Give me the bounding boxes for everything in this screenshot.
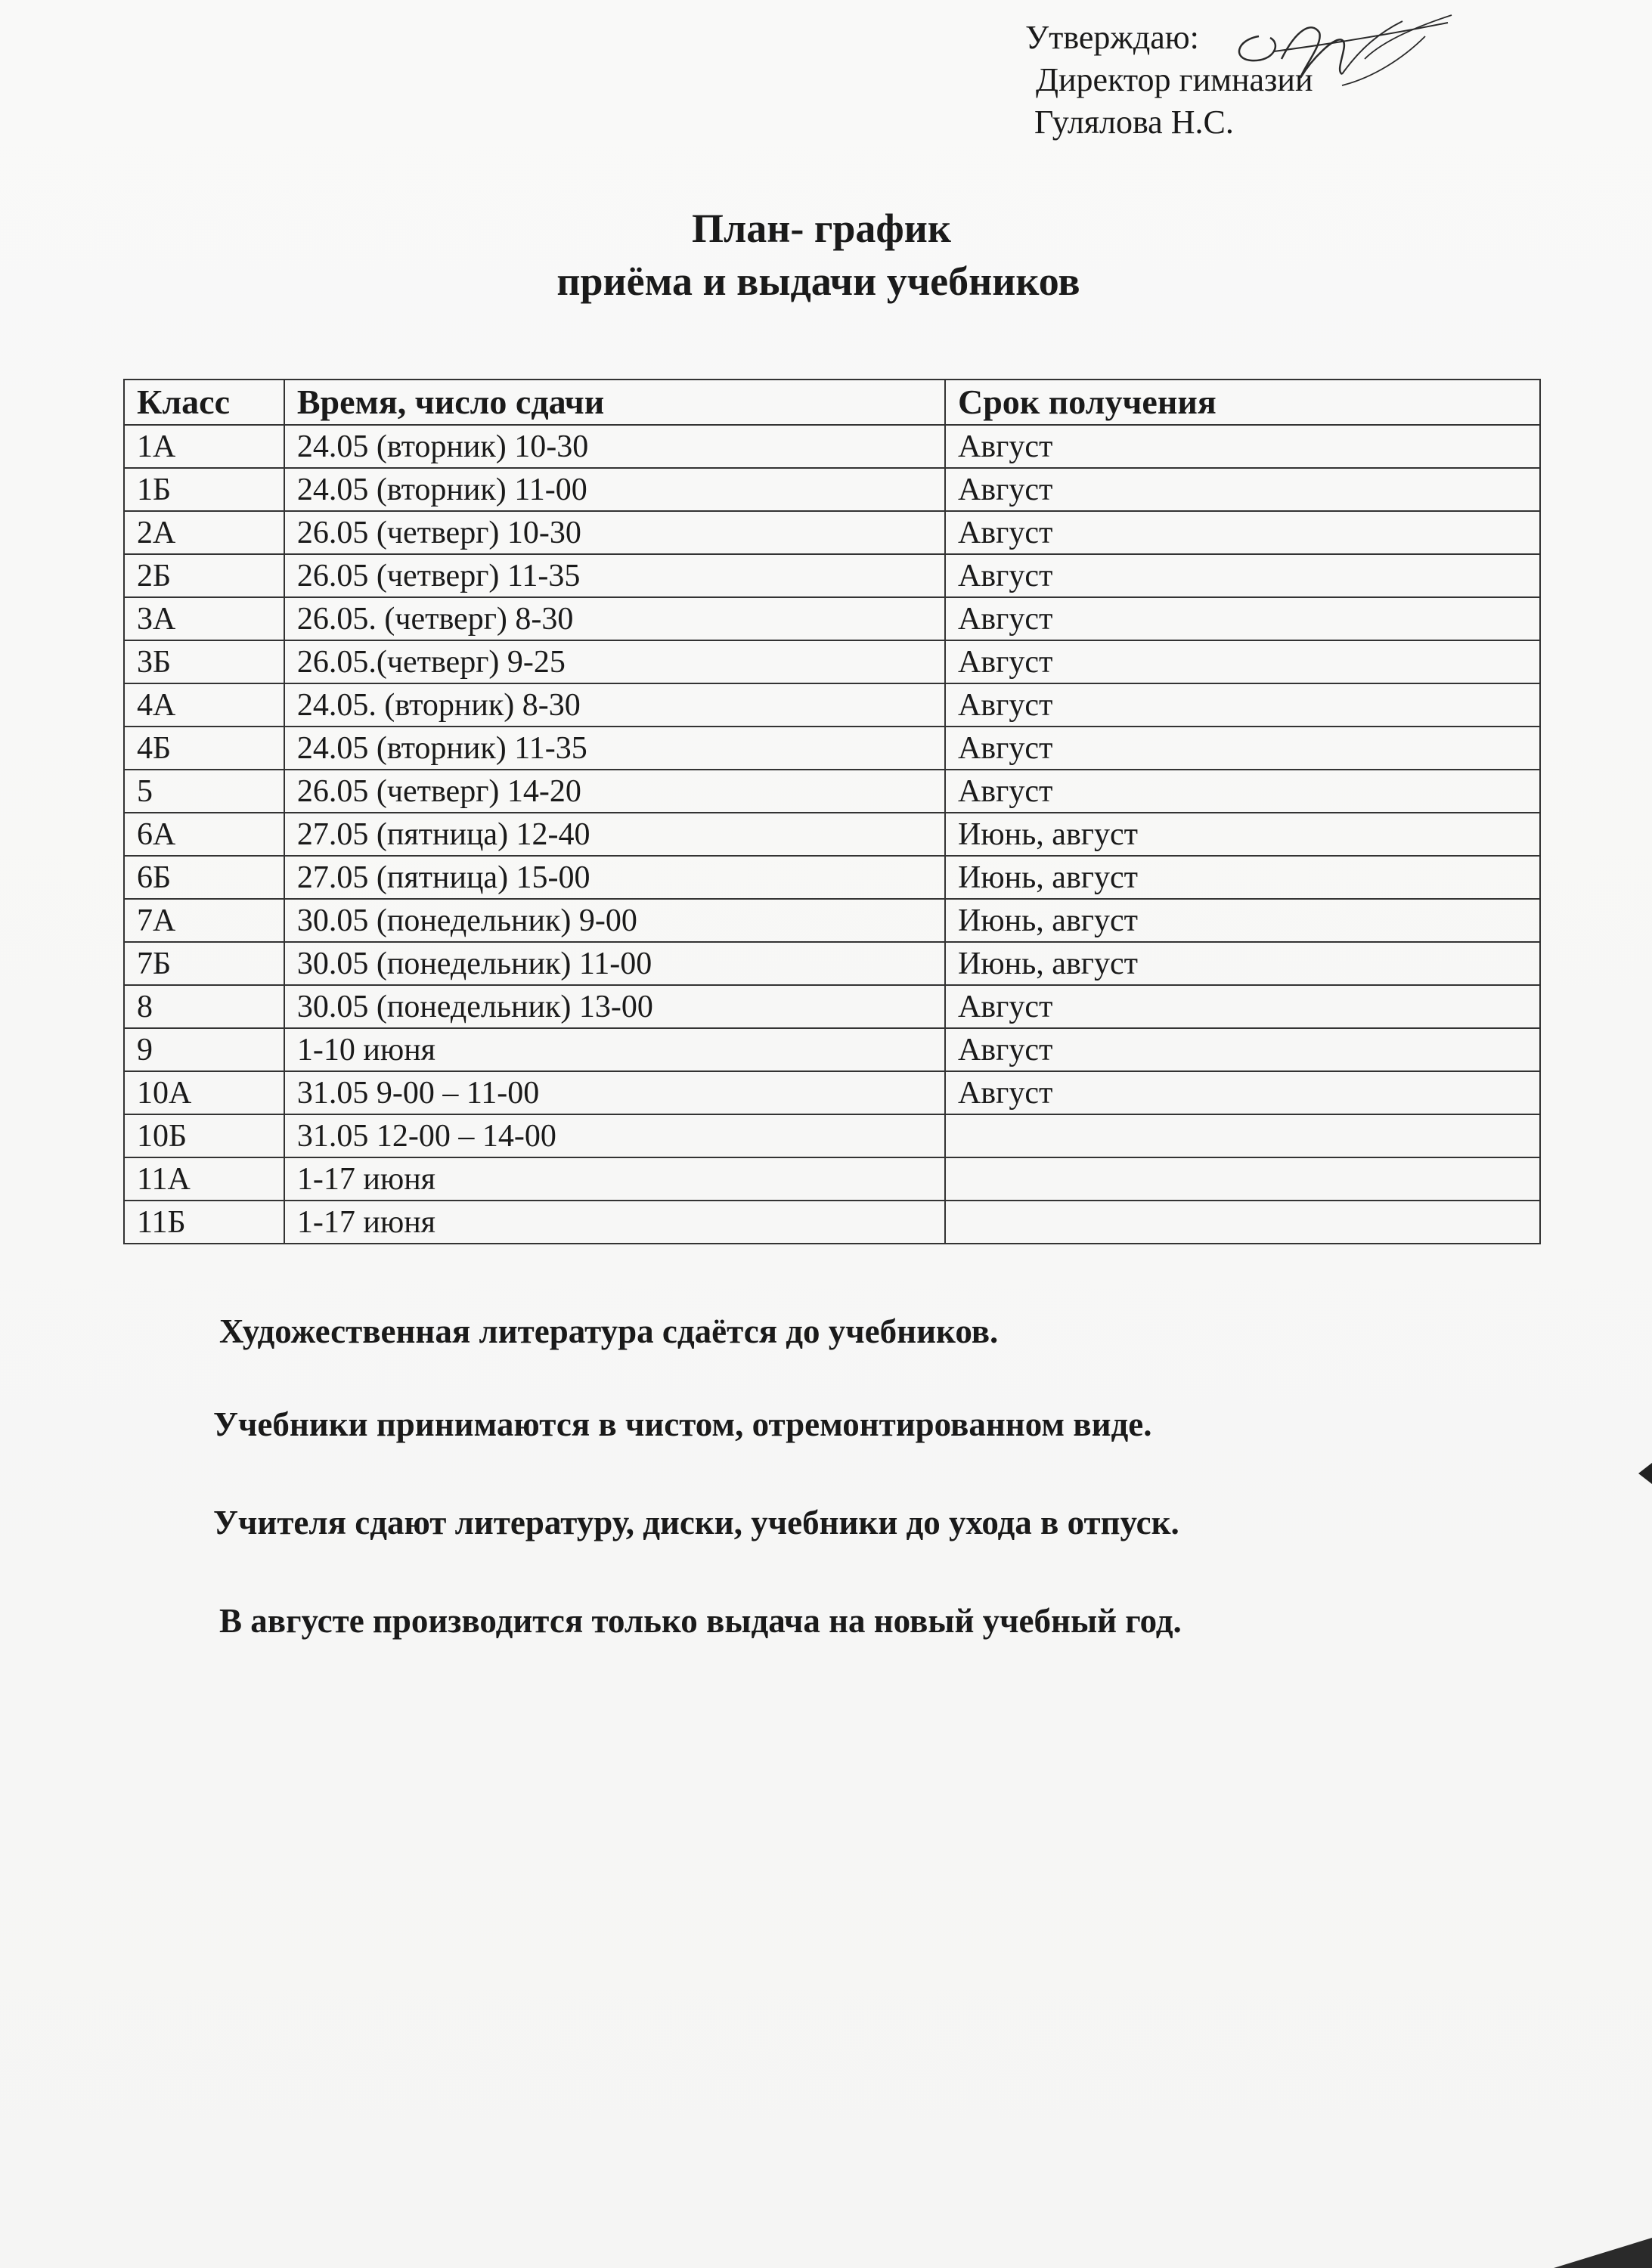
cell-class: 1А <box>124 425 284 468</box>
cell-receive-date: Июнь, август <box>945 856 1540 899</box>
table-row <box>124 813 1540 856</box>
header-return-time: Время, число сдачи <box>284 380 945 425</box>
table-row <box>124 942 1540 985</box>
cell-class: 2А <box>124 511 284 554</box>
cell-receive-date: Август <box>945 727 1540 770</box>
cell-return-time: 26.05 (четверг) 10-30 <box>284 511 945 554</box>
note-teachers: Учителя сдают литературу, диски, учебники до ухода в отпуск. <box>213 1504 1179 1541</box>
approval-position: Директор гимназии <box>1036 61 1313 98</box>
cell-receive-date: Август <box>945 554 1540 597</box>
signature-icon <box>1229 6 1455 97</box>
cell-class: 5 <box>124 770 284 813</box>
cell-return-time: 24.05 (вторник) 11-35 <box>284 727 945 770</box>
scan-edge-arrow-icon <box>1638 1463 1652 1484</box>
cell-class: 6А <box>124 813 284 856</box>
table-row <box>124 640 1540 683</box>
cell-return-time: 31.05 12-00 – 14-00 <box>284 1114 945 1157</box>
table-row <box>124 468 1540 511</box>
cell-receive-date: Август <box>945 985 1540 1028</box>
cell-receive-date: Август <box>945 468 1540 511</box>
cell-class: 10А <box>124 1071 284 1114</box>
cell-return-time: 30.05 (понедельник) 11-00 <box>284 942 945 985</box>
cell-class: 3А <box>124 597 284 640</box>
cell-class: 3Б <box>124 640 284 683</box>
cell-receive-date: Июнь, август <box>945 942 1540 985</box>
cell-class: 7Б <box>124 942 284 985</box>
table-row <box>124 1071 1540 1114</box>
table-row <box>124 985 1540 1028</box>
cell-return-time: 1-17 июня <box>284 1157 945 1201</box>
cell-receive-date: Август <box>945 1028 1540 1071</box>
cell-return-time: 1-17 июня <box>284 1201 945 1244</box>
approval-name: Гулялова Н.С. <box>1034 104 1234 141</box>
cell-return-time: 24.05. (вторник) 8-30 <box>284 683 945 727</box>
cell-receive-date: Июнь, август <box>945 813 1540 856</box>
cell-return-time: 1-10 июня <box>284 1028 945 1071</box>
table-row <box>124 1028 1540 1071</box>
cell-return-time: 24.05 (вторник) 10-30 <box>284 425 945 468</box>
cell-return-time: 24.05 (вторник) 11-00 <box>284 468 945 511</box>
cell-receive-date: Июнь, август <box>945 899 1540 942</box>
cell-return-time: 26.05.(четверг) 9-25 <box>284 640 945 683</box>
table-row <box>124 899 1540 942</box>
header-receive-date: Срок получения <box>945 380 1540 425</box>
cell-return-time: 30.05 (понедельник) 13-00 <box>284 985 945 1028</box>
cell-class: 10Б <box>124 1114 284 1157</box>
document-subtitle: приёма и выдачи учебников <box>556 259 1080 304</box>
table-row <box>124 597 1540 640</box>
cell-receive-date: Август <box>945 597 1540 640</box>
cell-return-time: 30.05 (понедельник) 9-00 <box>284 899 945 942</box>
cell-return-time: 26.05. (четверг) 8-30 <box>284 597 945 640</box>
note-condition: Учебники принимаются в чистом, отремонтированном виде. <box>213 1405 1152 1443</box>
cell-receive-date: Август <box>945 511 1540 554</box>
table-row <box>124 1157 1540 1201</box>
table-row <box>124 727 1540 770</box>
approval-label: Утверждаю: <box>1025 19 1199 56</box>
cell-receive-date: Август <box>945 425 1540 468</box>
note-august: В августе производится только выдача на новый учебный год. <box>219 1602 1182 1640</box>
cell-receive-date <box>945 1157 1540 1201</box>
header-class: Класс <box>124 380 284 425</box>
cell-class: 9 <box>124 1028 284 1071</box>
cell-return-time: 26.05 (четверг) 11-35 <box>284 554 945 597</box>
scan-corner-fold-icon <box>1554 2238 1652 2268</box>
note-fiction: Художественная литература сдаётся до учебников. <box>219 1312 999 1350</box>
cell-class: 4Б <box>124 727 284 770</box>
table-row <box>124 511 1540 554</box>
cell-receive-date <box>945 1114 1540 1157</box>
table-row <box>124 856 1540 899</box>
table-row <box>124 770 1540 813</box>
cell-class: 2Б <box>124 554 284 597</box>
schedule-table <box>123 379 1541 1244</box>
cell-receive-date: Август <box>945 770 1540 813</box>
cell-class: 8 <box>124 985 284 1028</box>
cell-class: 11А <box>124 1157 284 1201</box>
table-header-row <box>124 380 1540 425</box>
cell-return-time: 27.05 (пятница) 12-40 <box>284 813 945 856</box>
table-row <box>124 1114 1540 1157</box>
cell-return-time: 27.05 (пятница) 15-00 <box>284 856 945 899</box>
table-row <box>124 683 1540 727</box>
cell-receive-date: Август <box>945 1071 1540 1114</box>
cell-class: 1Б <box>124 468 284 511</box>
table-row <box>124 425 1540 468</box>
cell-receive-date: Август <box>945 683 1540 727</box>
cell-class: 11Б <box>124 1201 284 1244</box>
cell-receive-date <box>945 1201 1540 1244</box>
cell-return-time: 26.05 (четверг) 14-20 <box>284 770 945 813</box>
cell-return-time: 31.05 9-00 – 11-00 <box>284 1071 945 1114</box>
cell-class: 7А <box>124 899 284 942</box>
cell-class: 4А <box>124 683 284 727</box>
cell-receive-date: Август <box>945 640 1540 683</box>
document-title: План- график <box>691 206 952 251</box>
table-row <box>124 554 1540 597</box>
table-row <box>124 1201 1540 1244</box>
cell-class: 6Б <box>124 856 284 899</box>
